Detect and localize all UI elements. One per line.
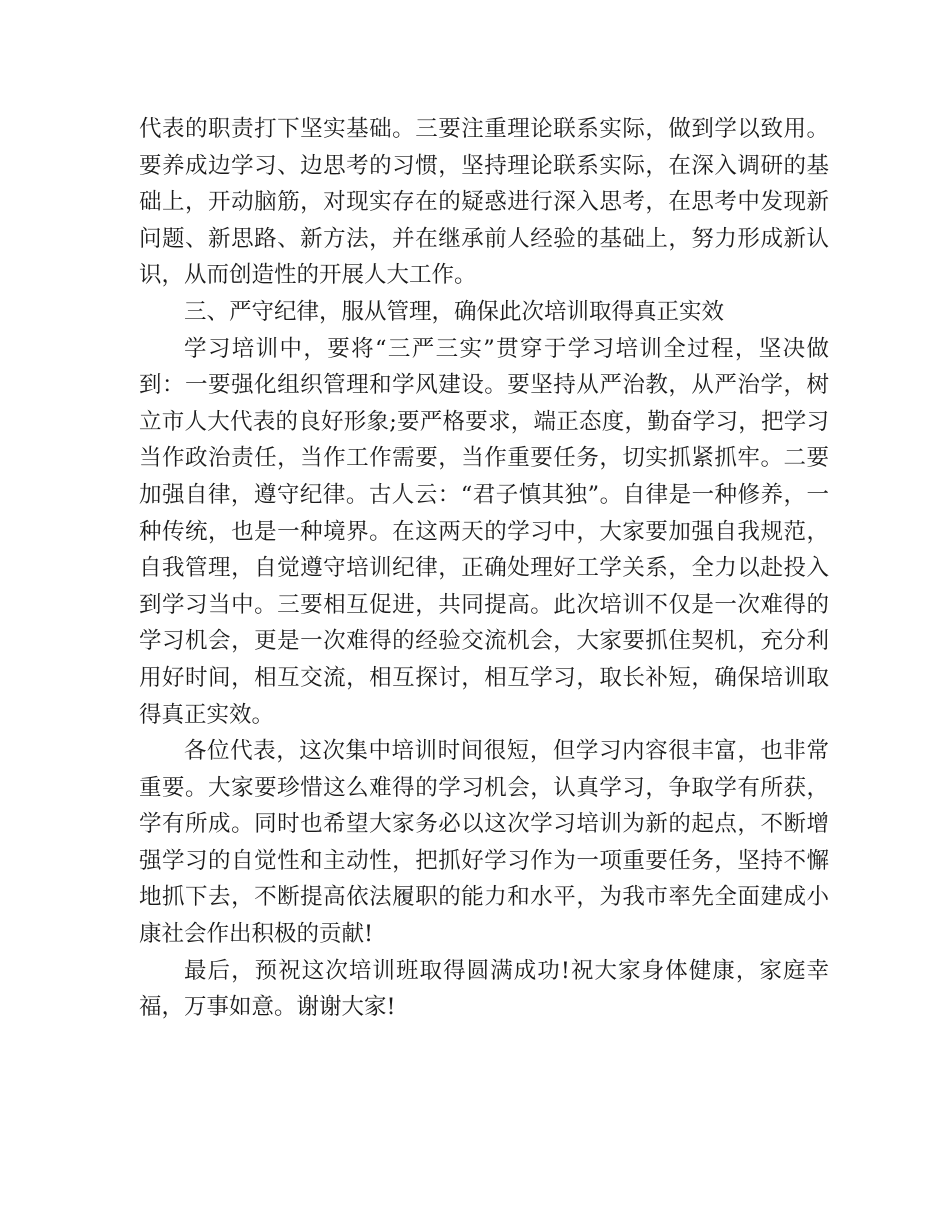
paragraph-continuation: 代表的职责打下坚实基础。三要注重理论联系实际，做到学以致用。要养成边学习、边思考的习惯，坚持理论联系实际，在深入调研的基础上，开动脑筋，对现实存在的疑惑进行深入思考，在思考中发现新问题、新思路、新方法，并在继承前人经验的基础上，努力形成新认识，从而创造性的开展人大工作。 xyxy=(139,116,829,289)
paragraph: 学习培训中，要将“三严三实”贯穿于学习培训全过程，坚决做到：一要强化组织管理和学风建设。要坚持从严治教，从严治学，树立市人大代表的良好形象;要严格要求，端正态度，勤奋学习，把学习当作政治责任，当作工作需要，当作重要任务，切实抓紧抓牢。二要加强自律，遵守纪律。古人云：“君子慎其独”。自律是一种修养，一种传统，也是一种境界。在这两天的学习中，大家要加强自我规范，自我管理，自觉遵守培训纪律，正确处理好工学关系，全力以赴投入到学习当中。三要相互促进，共同提高。此次培训不仅是一次难得的学习机会，更是一次难得的经验交流机会，大家要抓住契机，充分利用好时间，相互交流，相互探讨，相互学习，取长补短，确保培训取得真正实效。 xyxy=(139,335,829,728)
paragraph-closing: 最后，预祝这次培训班取得圆满成功!祝大家身体健康，家庭幸福，万事如意。谢谢大家! xyxy=(139,957,829,1021)
document-body xyxy=(139,111,829,1026)
paragraph: 各位代表，这次集中培训时间很短，但学习内容很丰富，也非常重要。大家要珍惜这么难得的学习机会，认真学习，争取学有所获，学有所成。同时也希望大家务必以这次学习培训为新的起点，不断增强学习的自觉性和主动性，把抓好学习作为一项重要任务，坚持不懈地抓下去，不断提高依法履职的能力和水平，为我市率先全面建成小康社会作出积极的贡献! xyxy=(139,738,829,948)
section-heading: 三、严守纪律，服从管理，确保此次培训取得真正实效 xyxy=(184,298,725,325)
